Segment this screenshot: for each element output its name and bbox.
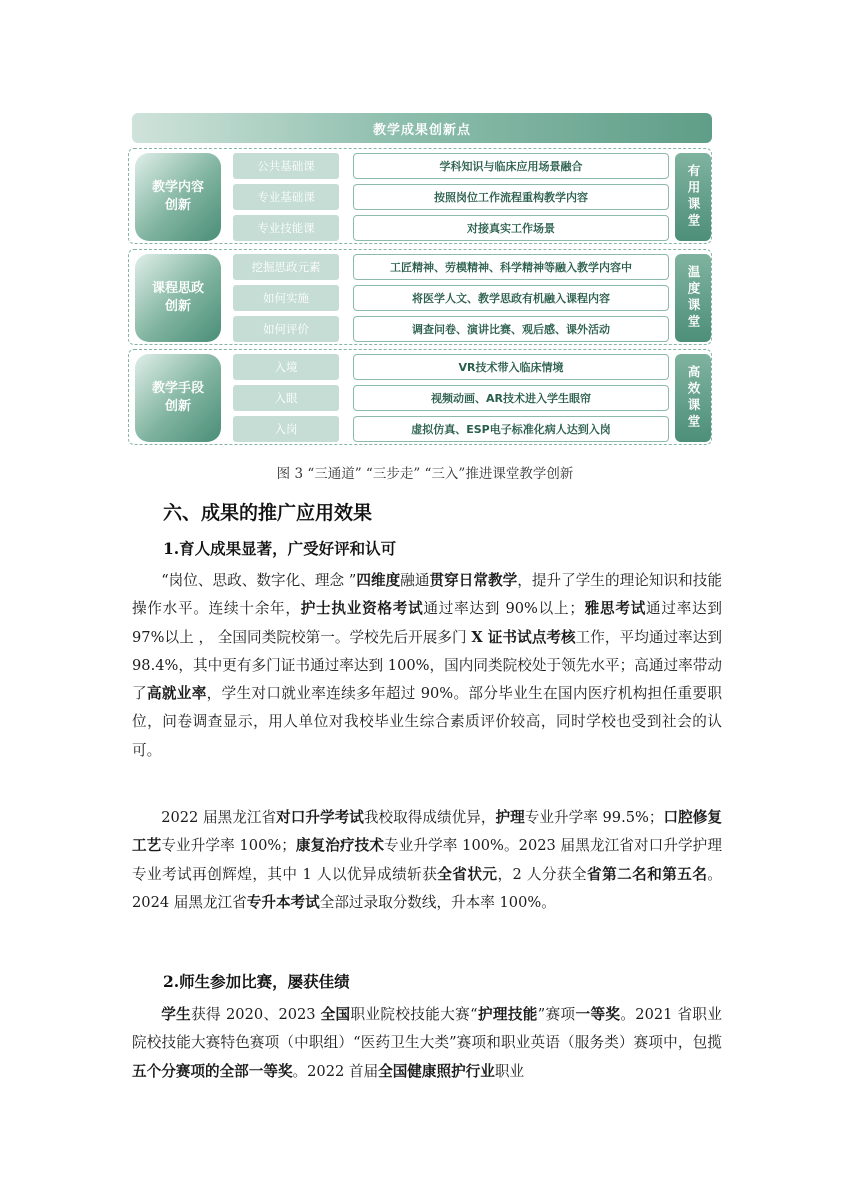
bold-text-run: 一等奖 [575,1006,621,1023]
text-run: 通过率达到 90%以上； [423,600,584,618]
text-run: 。2022 首届 [292,1062,379,1080]
bold-text-run: 全国 [320,1006,351,1023]
innovation-figure [128,113,712,447]
bold-text-run: 贯穿日常教学 [429,572,518,589]
row-category: 专业基础课 [233,184,339,210]
paragraph-1 [132,567,722,765]
bold-text-run: 护士执业资格考试 [300,600,424,618]
text-run: 全部过录取分数线，升本率 100%。 [319,893,556,911]
bold-text-run: 学生 [161,1006,192,1023]
text-run: 获得 2020、2023 [191,1006,321,1023]
text-run: 职业院校技能大赛“ [350,1006,478,1023]
group-right-label: 有用课堂 [675,153,711,241]
section-title: 六、成果的推广应用效果 [163,502,373,524]
row-description: 工匠精神、劳模精神、科学精神等融入教学内容中 [353,254,669,280]
bold-text-run: 康复治疗技术 [295,837,385,855]
text-run: ”赛项 [537,1006,576,1023]
row-category: 公共基础课 [233,153,339,179]
figure-group-content [128,148,712,244]
row-category: 入眼 [233,385,339,411]
subheading-1: 1.育人成果显著，广受好评和认可 [163,539,397,558]
row-category: 专业技能课 [233,215,339,241]
bold-text-run: 雅思考试 [583,600,647,618]
bold-text-run: 全国健康照护行业 [378,1062,495,1080]
row-description: 虚拟仿真、ESP电子标准化病人达到入岗 [353,416,669,442]
bold-text-run: 护理技能 [477,1006,538,1023]
bold-text-run: 口腔修复工艺 [132,809,722,855]
text-run: ，2 人分获全 [497,865,588,883]
row-description: 按照岗位工作流程重构教学内容 [353,184,669,210]
bold-text-run: 省第二名和第五名 [587,865,708,883]
text-run: 2022 届黑龙江省 [161,809,277,826]
row-category: 入境 [233,354,339,380]
row-category: 挖掘思政元素 [233,254,339,280]
row-description: VR技术带入临床情境 [353,354,669,380]
text-run: 专业升学率 100%。2023 届黑龙江省对口升学护理专业考试再创辉煌，其中 1 人以优异成绩斩获 [132,837,722,883]
bold-text-run: X 证书试点考核 [471,628,576,646]
text-run: “岗位、思政、数字化、理念 ” [161,572,357,589]
paragraph-2 [132,804,722,917]
group-right-label: 高效课堂 [675,354,711,442]
row-description: 学科知识与临床应用场景融合 [353,153,669,179]
text-run: ，学生对口就业率连续多年超过 90%。部分毕业生在国内医疗机构担任重要职位，问卷调查显示，用人单位对我校毕业生综合素质评价较高，同时学校也受到社会的认可。 [132,685,722,759]
row-category: 如何实施 [233,285,339,311]
group-right-label: 温度课堂 [675,254,711,342]
text-run: 专业升学率 100%； [161,837,296,855]
group-left-label: 教学手段 创新 [135,354,221,442]
text-run: 融通 [400,572,430,589]
text-run: 我校取得成绩优异， [363,809,496,826]
text-run: 工作，平均通过率达到 98.4%，其中更有多门证书通过率达到 100%，国内同类院校处于领先水平；高通过率带动了 [132,628,722,703]
figure-header: 教学成果创新点 [132,113,712,143]
text-run: 。2024 届黑龙江省 [132,865,722,911]
bold-text-run: 五个分赛项的全部一等奖 [132,1062,293,1080]
bold-text-run: 护理 [495,809,525,826]
figure-group-methods [128,349,712,445]
text-run: 专业升学率 99.5%； [524,809,664,826]
bold-text-run: 高就业率 [146,685,207,703]
text-run: 职业 [494,1062,525,1080]
row-category: 如何评价 [233,316,339,342]
text-run: ，提升了学生的理论知识和技能操作水平。连续十余年， [132,572,722,618]
bold-text-run: 四维度 [356,572,401,589]
group-left-label: 课程思政 创新 [135,254,221,342]
bold-text-run: 对口升学考试 [276,809,364,826]
paragraph-3 [132,1001,722,1086]
row-description: 将医学人文、教学思政有机融入课程内容 [353,285,669,311]
text-run: 。2021 省职业院校技能大赛特色赛项（中职组）“医药卫生大类”赛项和职业英语（服务类）赛项中，包揽 [132,1006,722,1052]
row-category: 入岗 [233,416,339,442]
figure-group-ideology [128,249,712,345]
subheading-2: 2.师生参加比赛，屡获佳绩 [163,972,350,991]
row-description: 调查问卷、演讲比赛、观后感、课外活动 [353,316,669,342]
figure-caption: 图 3 “三通道” “三步走” “三入”推进课堂教学创新 [276,466,574,482]
group-left-label: 教学内容 创新 [135,153,221,241]
row-description: 视频动画、AR技术进入学生眼帘 [353,385,669,411]
bold-text-run: 专升本考试 [246,893,320,911]
row-description: 对接真实工作场景 [353,215,669,241]
bold-text-run: 全省状元 [437,865,498,883]
text-run: 通过率达到 97%以上 ， 全国同类院校第一。学校先后开展多门 [132,600,722,646]
